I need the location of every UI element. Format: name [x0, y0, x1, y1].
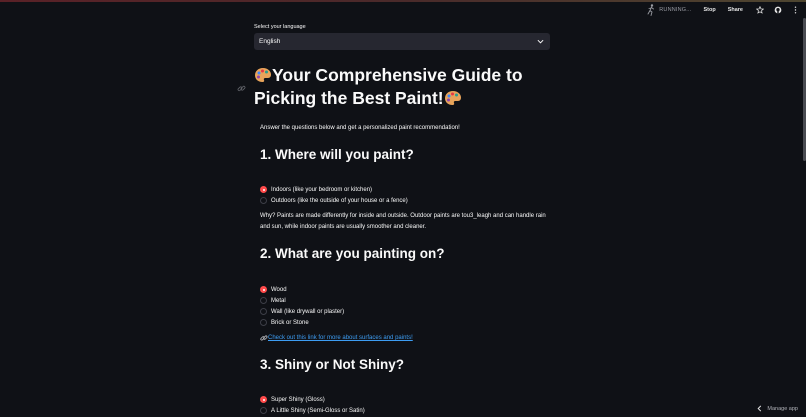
- running-man-icon: [646, 4, 656, 16]
- share-button[interactable]: Share: [727, 7, 743, 13]
- star-icon[interactable]: [755, 6, 764, 15]
- link-icon: [260, 334, 268, 342]
- radio-semi-gloss[interactable]: [260, 405, 365, 416]
- radio-label: Super Shiny (Gloss): [271, 396, 325, 403]
- chevron-down-icon: [537, 39, 544, 44]
- radio-gloss[interactable]: [260, 394, 365, 405]
- language-select-value: English: [259, 38, 281, 45]
- radio-button-checked[interactable]: [260, 286, 267, 293]
- surfaces-link[interactable]: Check out this link for more about surfaces and paints!: [268, 335, 413, 341]
- surfaces-link-row: [260, 334, 413, 342]
- palette-icon: [254, 67, 272, 83]
- language-label: Select your language: [254, 24, 306, 30]
- radio-label: Wood: [271, 286, 287, 293]
- page-title: [254, 64, 550, 110]
- github-icon[interactable]: [773, 6, 782, 15]
- q1-explanation: Why? Paints are made differently for inside and outside. Outdoor paints are tou3_leagh and can handle rain and sun, while indoor paints are usually smoother and cleaner.: [260, 213, 546, 230]
- radio-button[interactable]: [260, 197, 267, 204]
- radio-wall[interactable]: [260, 306, 344, 317]
- radio-button[interactable]: [260, 308, 267, 315]
- radio-indoors[interactable]: [260, 184, 408, 195]
- radio-button[interactable]: [260, 407, 267, 414]
- page-title-text: Your Comprehensive Guide to Picking the Best Paint!: [254, 65, 523, 108]
- manage-app-label: Manage app: [767, 405, 798, 412]
- radio-label: Brick or Stone: [271, 319, 309, 326]
- radio-button-checked[interactable]: [260, 396, 267, 403]
- q2-heading: 2. What are you painting on?: [260, 246, 445, 261]
- more-vertical-icon[interactable]: [791, 6, 800, 15]
- q2-radio-group: [260, 284, 344, 328]
- q3-heading: 3. Shiny or Not Shiny?: [260, 357, 405, 372]
- radio-metal[interactable]: [260, 295, 344, 306]
- radio-outdoors[interactable]: [260, 195, 408, 206]
- radio-button[interactable]: [260, 319, 267, 326]
- link-anchor-icon[interactable]: [237, 84, 246, 93]
- app-header: [0, 2, 806, 18]
- running-label: RUNNING...: [659, 7, 692, 13]
- radio-label: A Little Shiny (Semi-Gloss or Satin): [271, 407, 365, 414]
- intro-text: Answer the questions below and get a personalized paint recommendation!: [260, 125, 460, 131]
- stop-button[interactable]: Stop: [703, 7, 716, 13]
- radio-button-checked[interactable]: [260, 186, 267, 193]
- manage-app-button[interactable]: [757, 405, 798, 412]
- radio-label: Indoors (like your bedroom or kitchen): [271, 186, 373, 193]
- q3-radio-group: [260, 394, 365, 416]
- radio-button[interactable]: [260, 297, 267, 304]
- radio-wood[interactable]: [260, 284, 344, 295]
- q1-heading: 1. Where will you paint?: [260, 147, 414, 162]
- radio-brick-stone[interactable]: [260, 317, 344, 328]
- running-status: [646, 4, 691, 16]
- radio-label: Wall (like drywall or plaster): [271, 308, 345, 315]
- chevron-left-icon: [757, 405, 762, 412]
- radio-label: Metal: [271, 297, 286, 304]
- q1-radio-group: [260, 184, 408, 206]
- language-select[interactable]: [254, 33, 550, 50]
- radio-label: Outdoors (like the outside of your house or a fence): [271, 197, 408, 204]
- palette-icon: [444, 90, 462, 106]
